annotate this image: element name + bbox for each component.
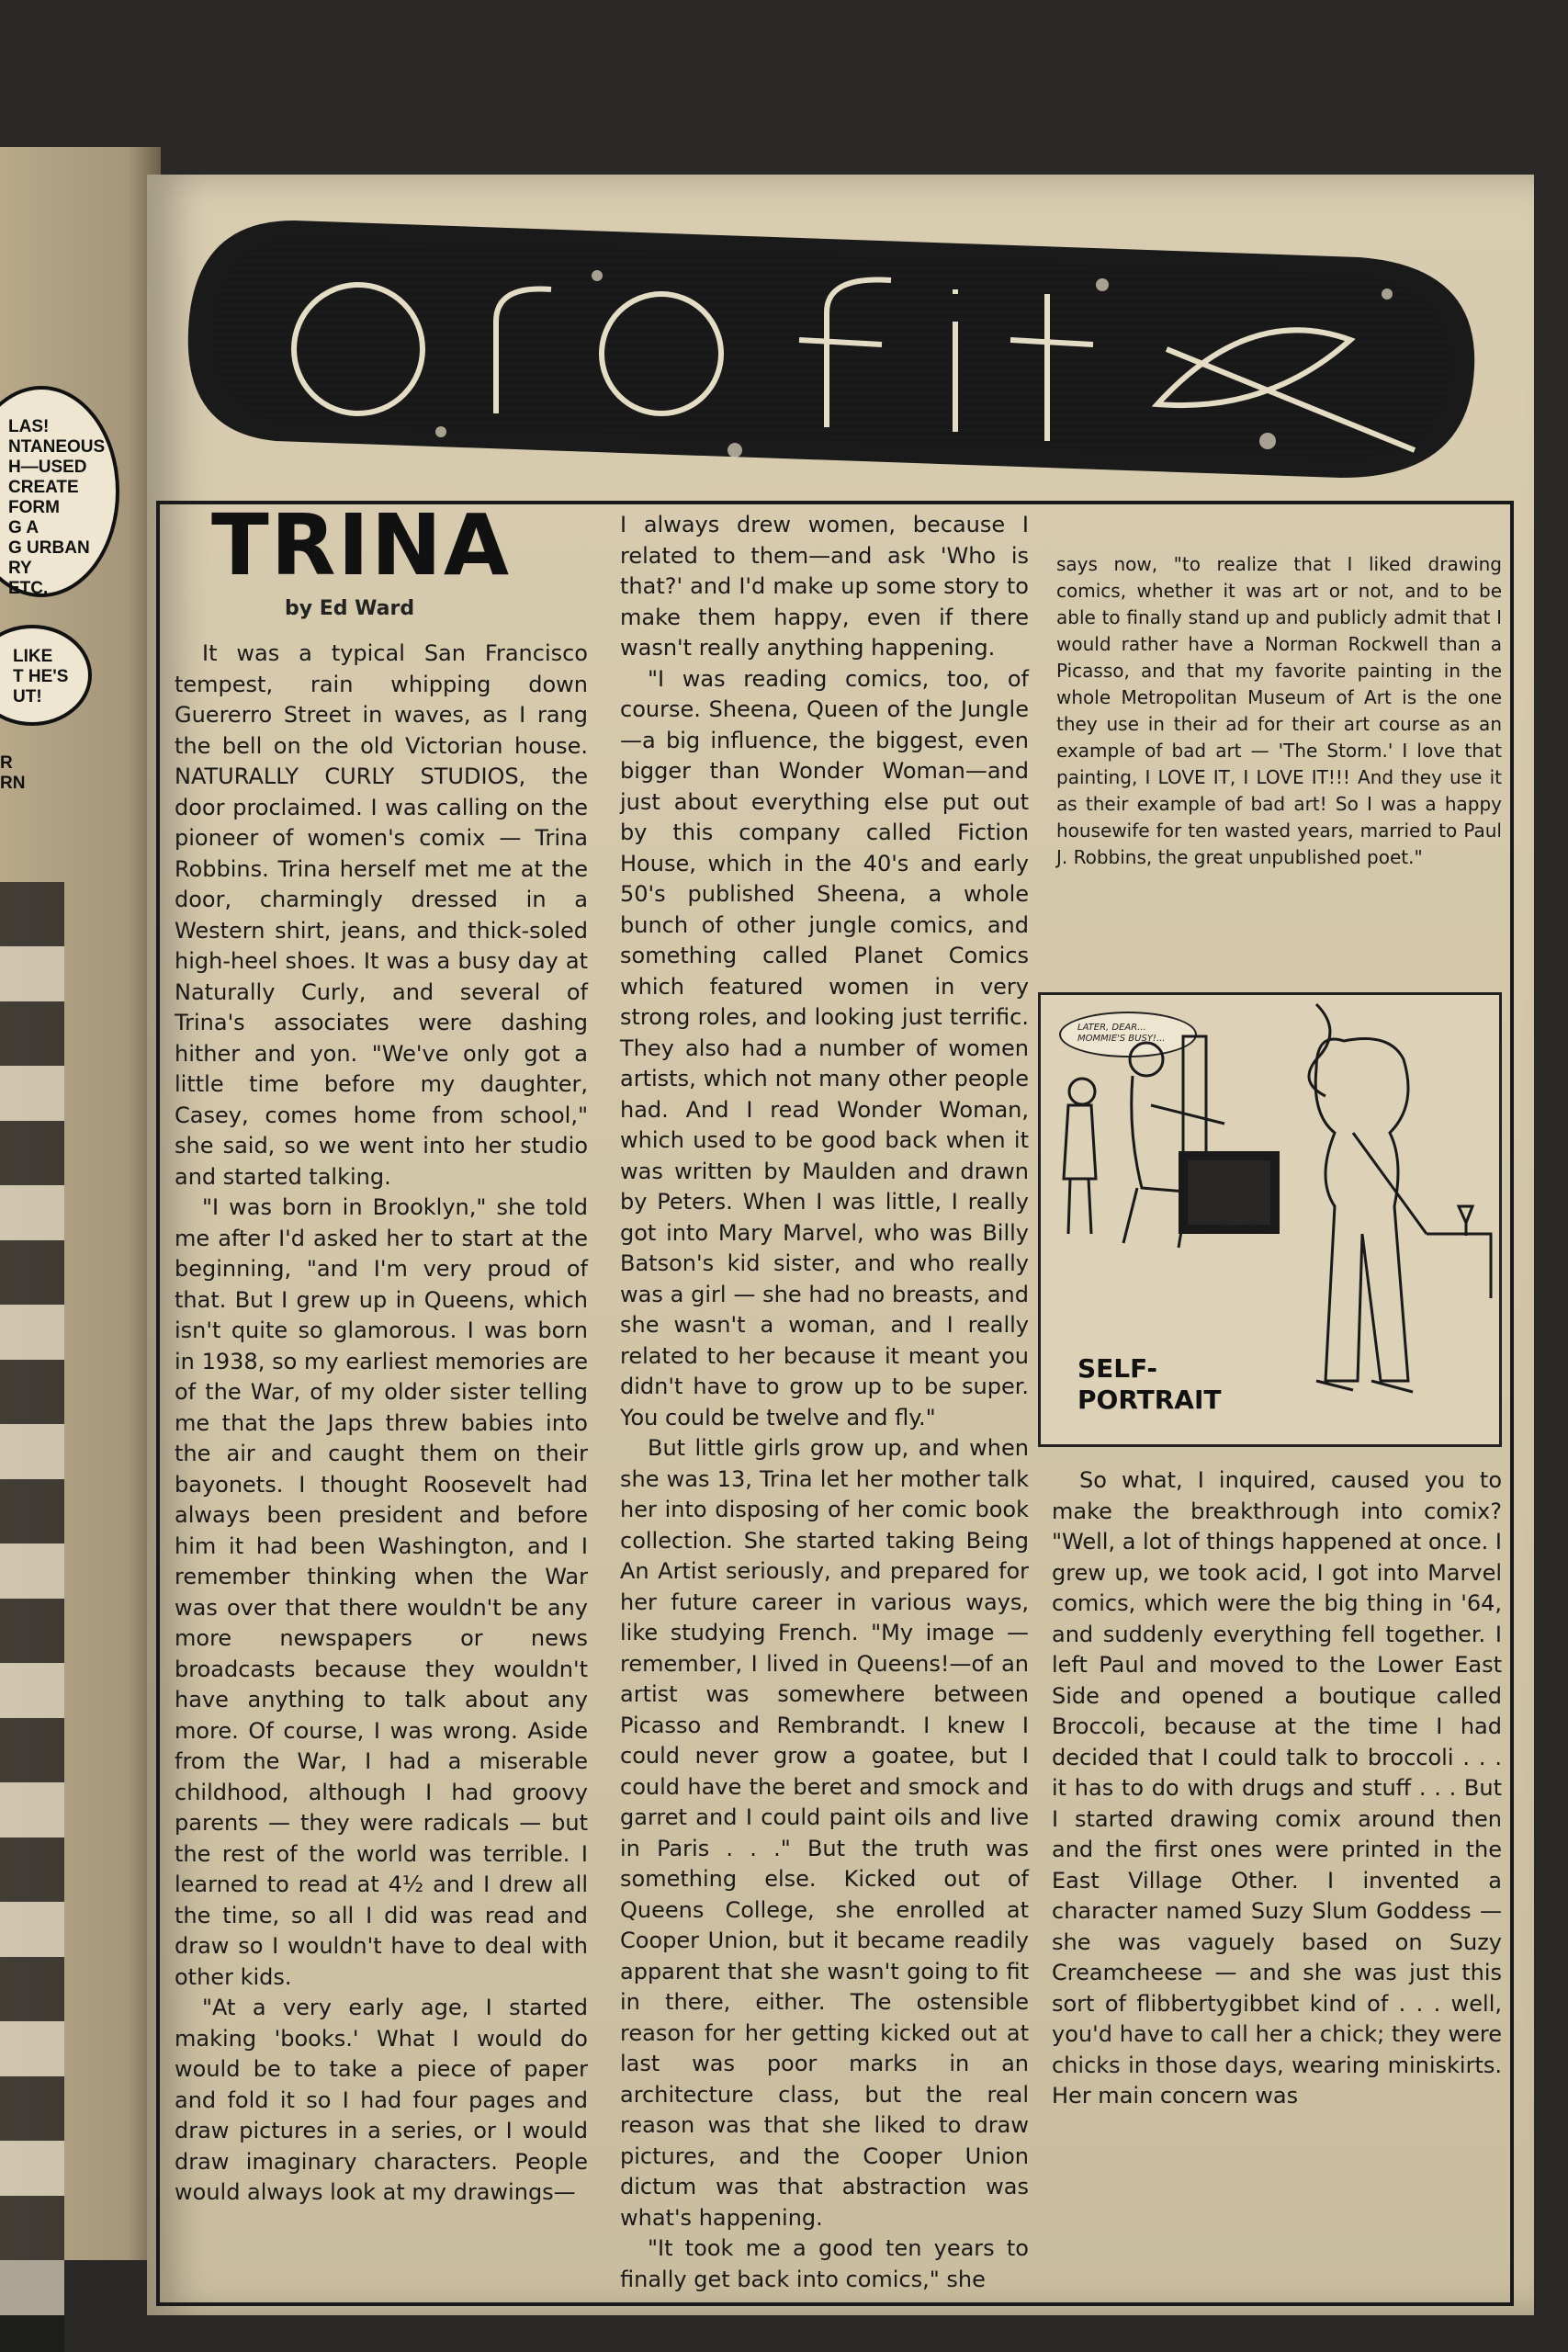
magazine-page [147, 175, 1534, 2315]
paragraph: says now, "to realize that I liked drawing comics, whether it was art or not, and to be able to finally stand up and publicly admit that I would rather have a Norman Rockwell than a Picasso, and that my favorite painting in the whole Metropolitan Museum of Art is the one they use in their ad for their art course as an example of bad art — 'The Storm.' I love that painting, I LOVE IT, I LOVE IT!!! And they use it as their example of bad art! So I was a happy housewife for ten wasted years, married to Paul J. Robbins, the great unpublished poet." [1056, 553, 1502, 868]
paragraph: "It took me a good ten years to finally get back into comics," she [620, 2235, 1029, 2292]
bubble-line: G A [8, 518, 39, 537]
bubble-line: LAS! [8, 417, 50, 436]
portrait-speech-bubble: LATER, DEAR... MOMMIE'S BUSY!... [1059, 1012, 1197, 1057]
portrait-signature: © Trina 1975 [1206, 1223, 1263, 1232]
caption-line: SELF- [1077, 1353, 1158, 1384]
left-speech-bubble-2 [0, 625, 92, 726]
article-column-1 [175, 639, 588, 2209]
left-fragment [0, 753, 25, 794]
logo-text: profile [822, 478, 826, 479]
article-column-3-bottom [1052, 1465, 1502, 2112]
left-facing-page [0, 147, 161, 2260]
left-speech-bubble [0, 386, 119, 597]
bubble-line: RY [8, 559, 32, 578]
bubble-line: LIKE [13, 647, 53, 666]
bubble-line: CREATE [8, 478, 79, 497]
fragment-line: RN [0, 774, 26, 793]
paragraph: But little girls grow up, and when she was 13, Trina let her mother talk her into disposing of her comic book collection. She started taking Being An Artist seriously, and prepared for her future career in various ways, like studying French. "My image —remember, I lived in Queens!—of an artist was somewhere between Picasso and Rembrandt. I knew I could never grow a goatee, but I could have the beret and smock and garret and I could paint oils and live in Paris . . ." But the truth was something else. Kicked out of Queens College, she enrolled at Cooper Union, but it became readily apparent that she wasn't going to fit in there, either. The ostensible reason for her getting kicked out at last was poor marks in an architecture class, but the real reason was that she liked to draw pictures, and the Cooper Union dictum was that abstraction was what's happening. [620, 1435, 1029, 2231]
paragraph: "At a very early age, I started making 'books.' What I would do would be to take a piece of paper and fold it so I had four pages and draw pictures in a series, or I would draw imaginary characters. People would always look at my drawings— [175, 1995, 588, 2205]
bubble-line: G URBAN [8, 538, 90, 558]
left-comic-art [0, 882, 64, 2352]
paragraph: So what, I inquired, caused you to make the breakthrough into comix? "Well, a lot of things happened at once. I grew up, we took acid, I got into Marvel comics, which were the big thing in '64, and suddenly everything fell together. I left Paul and moved to the Lower East Side and opened a boutique called Broccoli, because at the time I had decided that I could talk to broccoli . . . it has to do with drugs and stuff . . . But I started drawing comix around then and the first ones were printed in the East Village Other. I invented a character named Suzy Slum Goddess — she was vaguely based on Suzy Creamcheese — and she was just this sort of flibbertygibbet kind of . . . well, you'd have to call her a chick; they were chicks in those days, wearing miniskirts. Her main concern was [1052, 1467, 1503, 2109]
paragraph: I always drew women, because I related to them—and ask 'Who is that?' and I'd make up some story to make them happy, even if there wasn't really anything happening. [620, 512, 1029, 661]
byline: by Ed Ward [285, 597, 415, 620]
article-column-2 [620, 510, 1029, 2295]
bubble-line: ETC. [8, 579, 49, 598]
paragraph: "I was born in Brooklyn," she told me after I'd asked her to start at the beginning, "and I'm very proud of that. But I grew up in Queens, which isn't quite so glamorous. I was born in 1938, so my earliest memories are of the War, of my older sister telling me that the Japs threw babies into the air and caught them on their bayonets. I thought Roosevelt had always been president and before him it had been Washington, and I remember thinking when the War was over that there wouldn't be any more newspapers or news broadcasts because they wouldn't have anything to talk about any more. Of course, I was wrong. Aside from the War, I had a miserable childhood, although I had groovy parents — they were radicals — but the rest of the world was terrible. I learned to read at 4½ and I drew all the time, so all I did was read and draw so I wouldn't have to deal with other kids. [175, 1194, 588, 1990]
profile-logo-banner [165, 211, 1479, 487]
article-title: TRINA [211, 496, 512, 594]
bubble-line: H—USED [8, 458, 87, 477]
caption-line: PORTRAIT [1077, 1385, 1222, 1415]
bubble-line: T HE'S [13, 667, 69, 686]
bubble-line: NTANEOUS [8, 437, 106, 457]
fragment-line: R [0, 753, 13, 773]
portrait-caption [1077, 1353, 1221, 1416]
paragraph: "I was reading comics, too, of course. Sheena, Queen of the Jungle—a big influence, the biggest, even bigger than Wonder Woman—and just about everything else put out by this company called Fiction House, which in the 40's and early 50's published Sheena, a whole bunch of other jungle comics, and something called Planet Comics which featured women in very strong roles, and looking just terrific. They also had a number of women artists, which not many other people had. And I read Wonder Woman, which used to be good back when it was written by Maulden and drawn by Peters. When I was little, I really got into Mary Marvel, who was Billy Batson's kid sister, and who really was a girl — she had no breasts, and she wasn't a woman, and I really related to her because it meant you didn't have to grow up to be super. You could be twelve and fly." [620, 665, 1029, 1430]
paragraph: It was a typical San Francisco tempest, rain whipping down Guererro Street in waves, as I rang the bell on the old Victorian house. NATURALLY CURLY STUDIOS, the door proclaimed. I was calling on the pioneer of women's comix — Trina Robbins. Trina herself met me at the door, charmingly dressed in a Western shirt, jeans, and thick-soled high-heel shoes. It was a busy day at Naturally Curly, and several of Trina's associates were dashing hither and yon. "We've only got a little time before my daughter, Casey, comes home from school," she said, so we went into her studio and started talking. [175, 640, 588, 1190]
bubble-line: FORM [8, 498, 60, 517]
bubble-line: UT! [13, 687, 42, 707]
article-column-3-top [1056, 551, 1502, 871]
self-portrait-illustration [1038, 992, 1502, 1447]
